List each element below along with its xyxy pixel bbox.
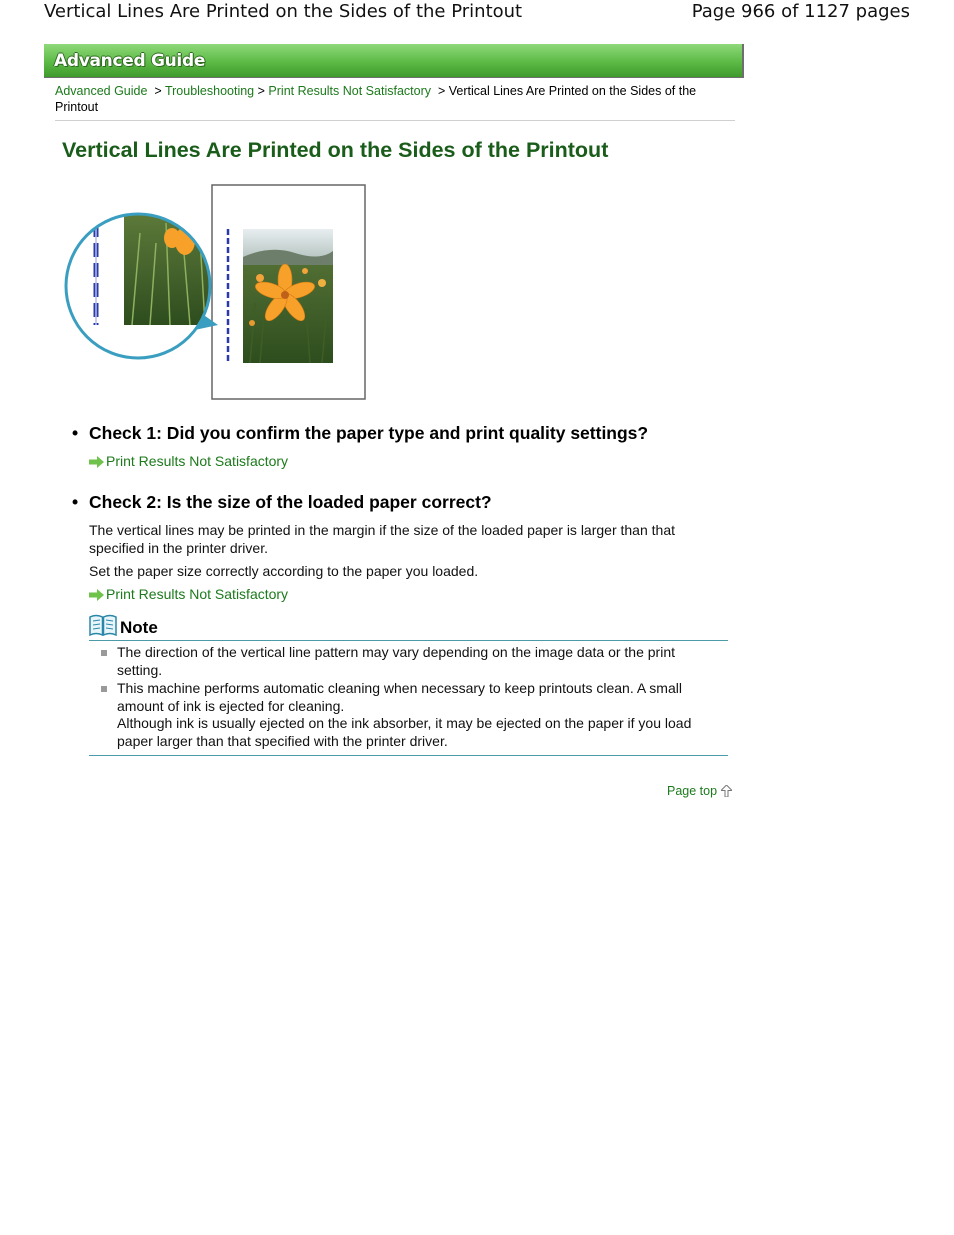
check-2-link-text[interactable]: Print Results Not Satisfactory bbox=[106, 586, 289, 602]
note-list bbox=[101, 644, 711, 752]
vertical-lines-illustration bbox=[60, 183, 370, 403]
breadcrumb-separator: > bbox=[154, 84, 162, 98]
note-header bbox=[89, 614, 728, 641]
page-header bbox=[0, 0, 954, 28]
note-item bbox=[101, 644, 711, 679]
breadcrumb bbox=[55, 83, 735, 115]
check-2-paragraph-1: The vertical lines may be printed in the margin if the size of the loaded paper is larger than that specified in the printer driver. bbox=[89, 522, 675, 556]
square-bullet-icon bbox=[101, 686, 107, 692]
page-counter: Page 966 of 1127 pages bbox=[691, 1, 910, 22]
green-arrow-icon bbox=[89, 589, 104, 601]
book-icon bbox=[89, 614, 117, 636]
document-title: Vertical Lines Are Printed on the Sides of the Printout bbox=[44, 1, 523, 22]
page-top-link[interactable] bbox=[667, 784, 732, 798]
check-1-heading-text: Check 1: Did you confirm the paper type and print quality settings? bbox=[89, 423, 649, 443]
square-bullet-icon bbox=[101, 650, 107, 656]
check-2-paragraph-2: Set the paper size correctly according to the paper you loaded. bbox=[89, 563, 479, 579]
bullet: • bbox=[72, 423, 79, 443]
check-2-heading-text: Check 2: Is the size of the loaded paper correct? bbox=[89, 492, 492, 512]
check-1-link[interactable] bbox=[89, 453, 288, 469]
advanced-guide-banner bbox=[44, 44, 744, 78]
note-item bbox=[101, 680, 711, 750]
note-bottom-rule bbox=[89, 755, 728, 756]
note-item-continuation: Although ink is usually ejected on the ink absorber, it may be ejected on the paper if you load paper larger than that specified with the printer driver. bbox=[117, 715, 692, 749]
magnifier bbox=[66, 213, 218, 358]
breadcrumb-divider bbox=[55, 120, 735, 121]
flower-photo bbox=[243, 229, 333, 363]
note-item-text: The direction of the vertical line pattern may vary depending on the image data or the print setting. bbox=[117, 644, 675, 678]
arrow-up-icon bbox=[721, 785, 732, 797]
check-1-heading bbox=[72, 423, 648, 444]
breadcrumb-current: Vertical Lines Are Printed on the Sides of the Printout bbox=[55, 84, 697, 114]
breadcrumb-separator: > bbox=[257, 84, 265, 98]
check-1-link-text[interactable]: Print Results Not Satisfactory bbox=[106, 453, 289, 469]
green-arrow-icon bbox=[89, 456, 104, 468]
banner-label: Advanced Guide bbox=[54, 51, 206, 71]
page-top-text[interactable]: Page top bbox=[667, 784, 718, 798]
bullet: • bbox=[72, 492, 79, 512]
note-item-text: This machine performs automatic cleaning when necessary to keep printouts clean. A small amount of ink is ejected for cleaning. bbox=[117, 680, 682, 714]
note-label: Note bbox=[120, 618, 158, 637]
page-title: Vertical Lines Are Printed on the Sides of the Printout bbox=[62, 138, 609, 162]
breadcrumb-troubleshooting[interactable]: Troubleshooting bbox=[164, 84, 255, 98]
breadcrumb-separator: > bbox=[437, 84, 446, 98]
breadcrumb-advanced-guide[interactable]: Advanced Guide bbox=[55, 84, 148, 98]
breadcrumb-print-results[interactable]: Print Results Not Satisfactory bbox=[268, 84, 431, 98]
check-2-link[interactable] bbox=[89, 586, 288, 602]
check-2-heading bbox=[72, 492, 492, 513]
